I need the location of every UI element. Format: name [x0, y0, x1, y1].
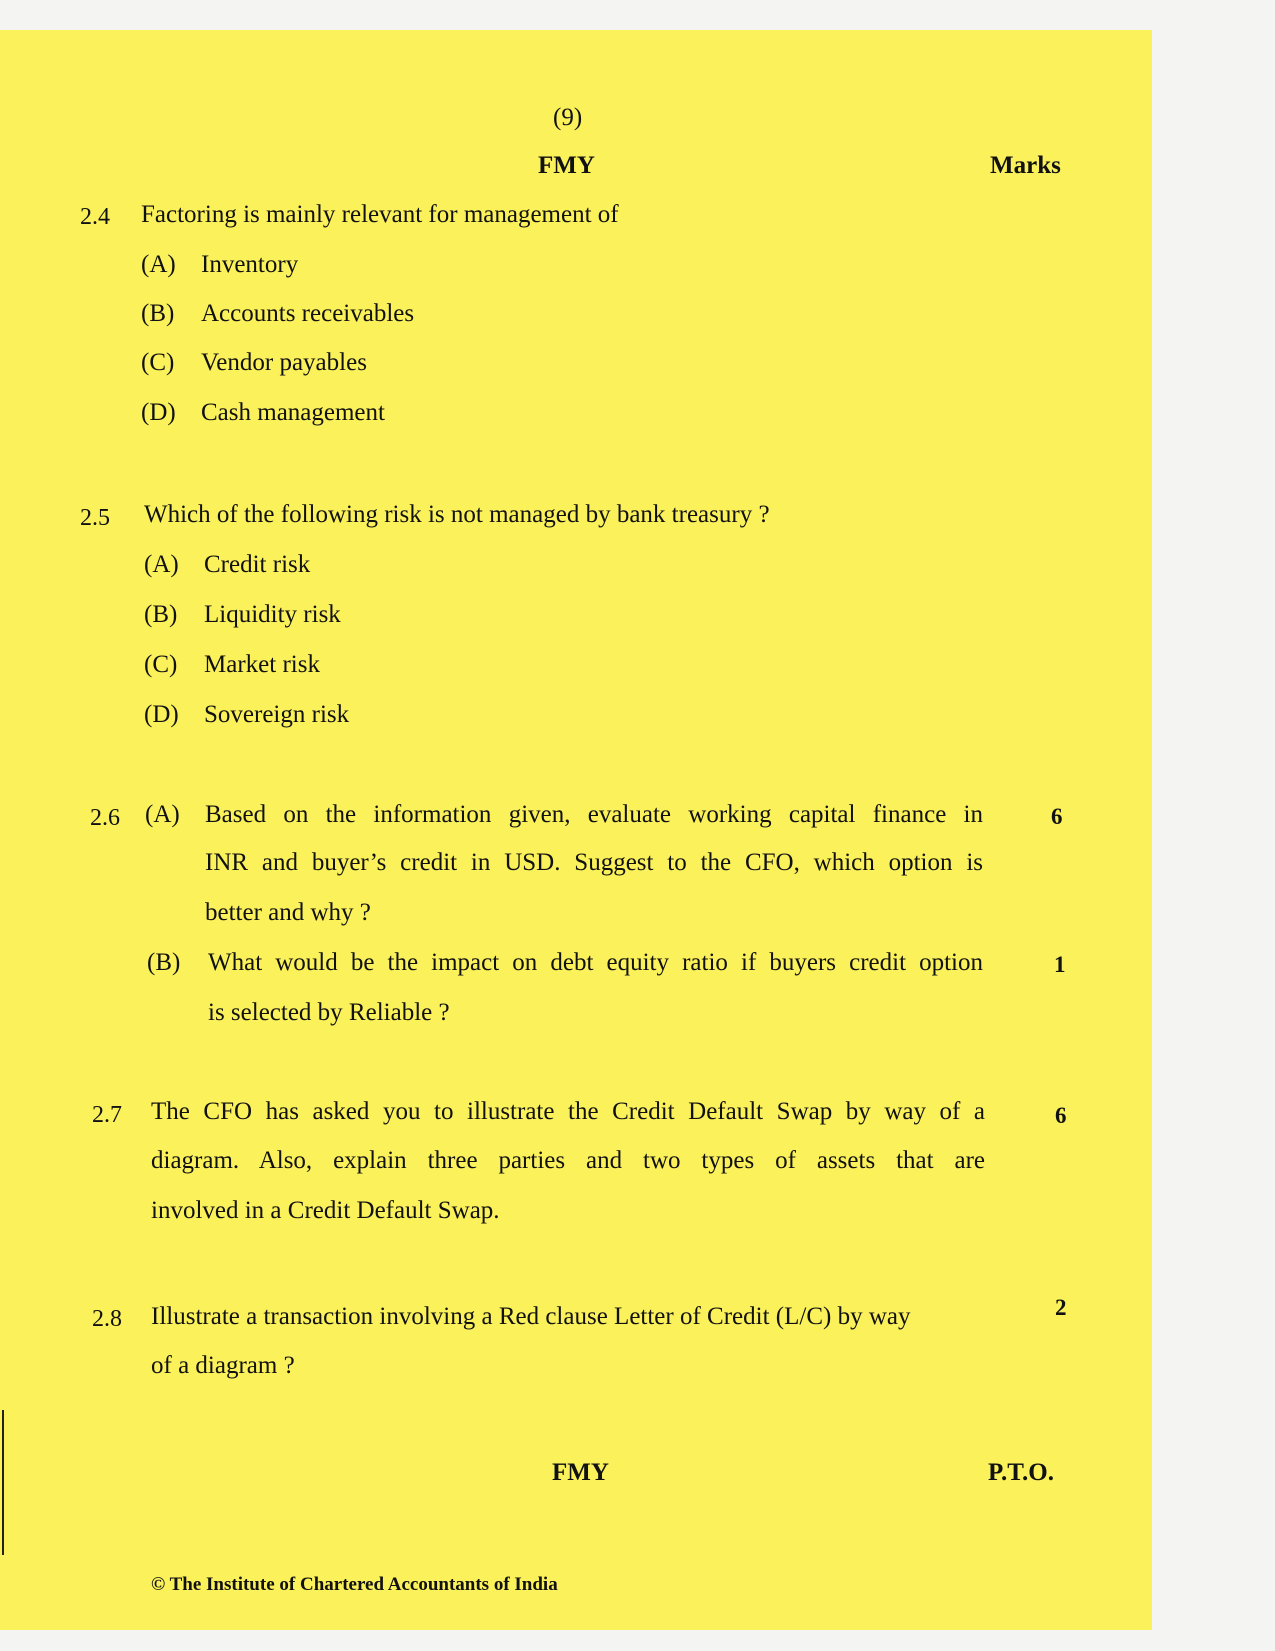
- question-text-line: involved in a Credit Default Swap.: [151, 1197, 500, 1224]
- option-letter: (D): [141, 399, 176, 426]
- option-letter: (A): [141, 251, 176, 278]
- option-text: Accounts receivables: [201, 300, 415, 327]
- subquestion-letter: (B): [147, 949, 181, 976]
- question-number: 2.8: [92, 1306, 122, 1332]
- option-letter: (D): [144, 701, 179, 728]
- option-letter: (C): [141, 349, 175, 376]
- question-text-line: The CFO has asked you to illustrate the Credit Default Swap by way of a: [151, 1098, 985, 1125]
- subquestion-text-line: INR and buyer’s credit in USD. Suggest to the CFO, which option is: [205, 849, 983, 876]
- subquestion-text-line: better and why ?: [205, 899, 371, 926]
- question-number: 2.4: [80, 204, 110, 230]
- option-letter: (B): [141, 300, 175, 327]
- subquestion-text-line: Based on the information given, evaluate working capital finance in: [205, 801, 983, 828]
- question-text-line: of a diagram ?: [151, 1352, 295, 1379]
- page-number: (9): [553, 104, 583, 131]
- marks-value: 1: [1054, 952, 1066, 977]
- option-text: Vendor payables: [201, 349, 367, 376]
- question-number: 2.6: [90, 805, 120, 831]
- subquestion-text-line: is selected by Reliable ?: [208, 999, 450, 1026]
- scan-edge-mark: [2, 1410, 4, 1555]
- pto-label: P.T.O.: [988, 1459, 1054, 1486]
- paper-code-footer: FMY: [552, 1459, 609, 1486]
- option-letter: (B): [144, 601, 178, 628]
- question-text-line: Illustrate a transaction involving a Red clause Letter of Credit (L/C) by way: [151, 1303, 911, 1330]
- question-number: 2.7: [92, 1102, 122, 1128]
- marks-value: 6: [1055, 1103, 1067, 1128]
- option-text: Sovereign risk: [204, 701, 350, 728]
- marks-column-label: Marks: [990, 152, 1061, 179]
- subquestion-text-line: What would be the impact on debt equity ratio if buyers credit option: [208, 949, 983, 976]
- option-text: Market risk: [204, 651, 320, 678]
- marks-value: 6: [1051, 804, 1063, 829]
- option-letter: (C): [144, 651, 178, 678]
- paper-code-header: FMY: [538, 152, 595, 179]
- copyright-notice: © The Institute of Chartered Accountants of India: [151, 1574, 558, 1595]
- option-text: Liquidity risk: [204, 601, 341, 628]
- option-text: Inventory: [201, 251, 299, 278]
- option-text: Credit risk: [204, 551, 311, 578]
- subquestion-letter: (A): [145, 801, 180, 828]
- question-text: Factoring is mainly relevant for management of: [141, 201, 619, 228]
- option-text: Cash management: [201, 399, 385, 426]
- question-text-line: diagram. Also, explain three parties and two types of assets that are: [151, 1147, 985, 1174]
- question-number: 2.5: [80, 505, 110, 531]
- marks-value: 2: [1055, 1295, 1067, 1320]
- question-text: Which of the following risk is not managed by bank treasury ?: [144, 501, 770, 528]
- option-letter: (A): [144, 551, 179, 578]
